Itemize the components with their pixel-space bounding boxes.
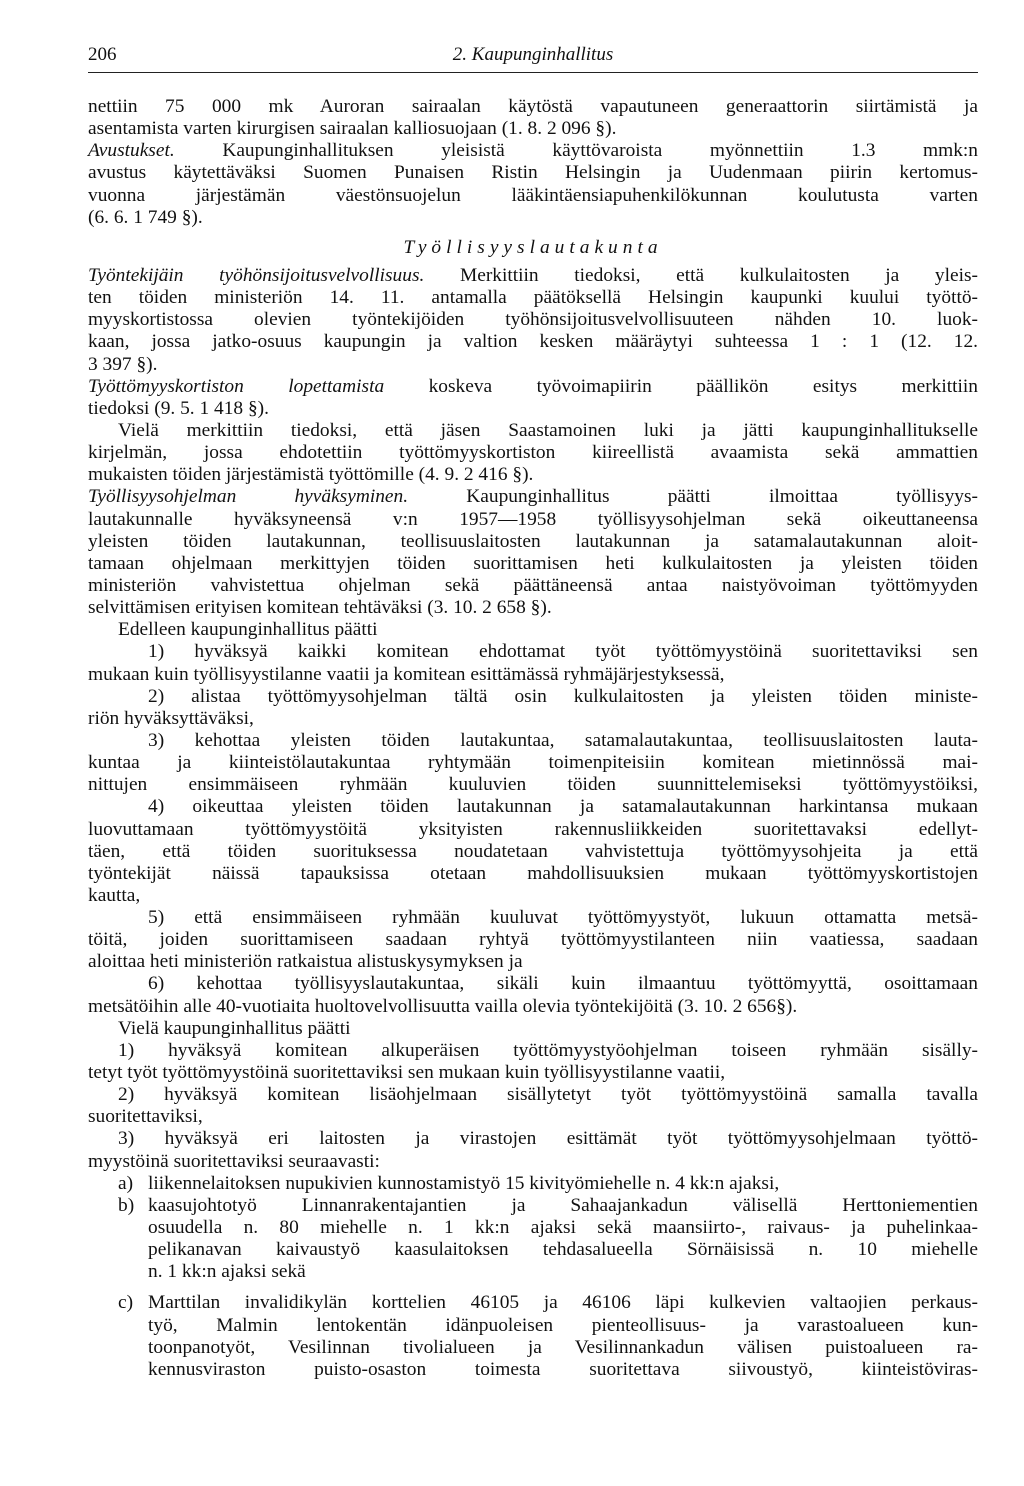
text-line bbox=[88, 531, 978, 553]
line-text: selvittämisen erityisen komitean tehtäväksi (3. 10. 2 658 §). bbox=[88, 597, 552, 619]
list-marker: a) bbox=[118, 1172, 134, 1194]
line-text: 3 397 §). bbox=[88, 353, 158, 375]
text-line bbox=[88, 929, 978, 951]
text-line bbox=[88, 863, 978, 885]
italic-lead: Työllisyysohjelman hyväksyminen. bbox=[88, 486, 409, 508]
line-text: töitä, joiden suorittamiseen saadaan ryhtyä työttömyystilanteen niin vaatiessa, saadaan bbox=[88, 929, 978, 951]
text-line bbox=[88, 1128, 978, 1150]
spacer bbox=[88, 1283, 978, 1292]
text-line bbox=[88, 265, 978, 287]
line-text: tiedoksi (9. 5. 1 418 §). bbox=[88, 397, 269, 419]
italic-lead: Työntekijäin työhönsijoitusvelvollisuus. bbox=[88, 264, 425, 286]
text-line bbox=[88, 1195, 978, 1217]
line-text: kautta, bbox=[88, 884, 141, 906]
line-text: työ, Malmin lentokentän idänpuoleisen pienteollisuus- ja varastoalueen kun- bbox=[148, 1314, 978, 1336]
line-text: myyskortistossa olevien työntekijöiden työhönsijoitusvelvollisuuteen nähden 10. luok- bbox=[88, 309, 978, 331]
line-text: 1) hyväksyä kaikki komitean ehdottamat työt työttömyystöinä suoritettaviksi sen bbox=[148, 641, 978, 663]
line-text: Kaupunginhallitus päätti ilmoittaa työllisyys- bbox=[408, 486, 978, 508]
text-line bbox=[88, 1040, 978, 1062]
line-text: toonpanotyöt, Vesilinnan tivolialueen ja Vesilinnankadun välisen puistoalueen ra- bbox=[148, 1336, 978, 1358]
line-text: (6. 6. 1 749 §). bbox=[88, 206, 203, 228]
text-line bbox=[88, 907, 978, 929]
line-text: kaan, jossa jatko-osuus kaupungin ja valtion kesken määräytyi suhteessa 1 : 1 (12. 12. bbox=[88, 331, 978, 353]
text-line bbox=[88, 509, 978, 531]
line-text: mukaisten töiden järjestämistä työttömille (4. 9. 2 416 §). bbox=[88, 464, 534, 486]
text-line bbox=[88, 118, 978, 140]
line-text: tetyt työt työttömyystöinä suoritettaviksi sen mukaan kuin työllisyystilanne vaatii, bbox=[88, 1062, 726, 1084]
text-line bbox=[88, 464, 978, 486]
line-text: 3) hyväksyä eri laitosten ja virastojen esittämät työt työttömyysohjelmaan työttö- bbox=[118, 1128, 978, 1150]
line-text: koskeva työvoimapiirin päällikön esitys merkittiin bbox=[384, 375, 978, 397]
line-text: luovuttamaan työttömyystöitä yksityisten rakennusliikkeiden suoritettavaksi edellyt- bbox=[88, 818, 978, 840]
line-text: nittujen ensimmäiseen ryhmään kuuluvien töiden suunnittelemiseksi työttömyystöiksi, bbox=[88, 774, 978, 796]
text-line bbox=[88, 309, 978, 331]
line-text: osuudella n. 80 miehelle n. 1 kk:n ajaksi sekä maansiirto-, raivaus- ja puhelinkaa- bbox=[148, 1217, 978, 1239]
line-text: kirjelmän, jossa ehdotettiin työttömyyskortiston kiireellistä avaamista sekä ammattien bbox=[88, 442, 978, 464]
line-text: liikennelaitoksen nupukivien kunnostamistyö 15 kivityömiehelle n. 4 kk:n ajaksi, bbox=[148, 1172, 780, 1194]
line-text: kaasujohtotyö Linnanrakentajantien ja Sahaajankadun välisellä Herttoniementien bbox=[148, 1194, 978, 1216]
text-line bbox=[88, 885, 978, 907]
text-line bbox=[88, 996, 978, 1018]
text-line bbox=[88, 1106, 978, 1128]
text-line bbox=[88, 331, 978, 353]
text-line bbox=[88, 752, 978, 774]
line-text: vuonna järjestämän väestönsuojelun lääkintäensiapuhenkilökunnan koulutusta varten bbox=[88, 184, 978, 206]
text-line bbox=[88, 185, 978, 207]
line-text: 5) että ensimmäiseen ryhmään kuuluvat työttömyystyöt, lukuun ottamatta metsä- bbox=[148, 907, 978, 929]
line-text: ten töiden ministeriön 14. 11. antamalla päätöksellä Helsingin kaupunki kuului työttö- bbox=[88, 287, 978, 309]
line-text: n. 1 kk:n ajaksi sekä bbox=[148, 1261, 306, 1283]
text-line bbox=[88, 354, 978, 376]
text-line bbox=[88, 140, 978, 162]
line-text: 1) hyväksyä komitean alkuperäisen työttömyystyöohjelman toiseen ryhmään sisälly- bbox=[118, 1039, 978, 1061]
text-line bbox=[88, 619, 978, 641]
line-text: kuntaa ja kiinteistölautakuntaa ryhtymään toimenpiteisiin komitean mietinnössä mai- bbox=[88, 752, 978, 774]
text-line bbox=[88, 973, 978, 995]
text-line bbox=[88, 1173, 978, 1195]
italic-lead: Työttömyyskortiston lopettamista bbox=[88, 375, 385, 397]
list-item bbox=[88, 1195, 978, 1217]
line-text: lautakunnalle hyväksyneensä v:n 1957—1958 työllisyysohjelman sekä oikeuttaneensa bbox=[88, 508, 978, 530]
line-text: suoritettaviksi, bbox=[88, 1106, 203, 1128]
text-line bbox=[88, 1239, 978, 1261]
text-line bbox=[88, 1315, 978, 1337]
section-heading: Työllisyyslautakunta bbox=[403, 236, 663, 258]
line-text: tamaan ohjelmaan merkittyjen töiden suorittamisen heti kulkulaitosten ja yleisten töiden bbox=[88, 552, 978, 574]
text-line bbox=[88, 1018, 978, 1040]
running-title: 2. Kaupunginhallitus bbox=[452, 44, 614, 65]
text-line bbox=[88, 597, 978, 619]
line-text: riön hyväksyttäväksi, bbox=[88, 707, 254, 729]
text-line bbox=[88, 207, 978, 229]
line-text: Kaupunginhallituksen yleisistä käyttövaroista myönnettiin 1.3 mmk:n bbox=[174, 140, 978, 162]
line-text: työntekijät näissä tapauksissa otetaan mahdollisuuksien mukaan työttömyyskortistojen bbox=[88, 862, 978, 884]
text-line bbox=[88, 1151, 978, 1173]
text-line bbox=[88, 398, 978, 420]
list-marker: c) bbox=[118, 1292, 134, 1314]
line-text: yleisten töiden lautakunnan, teollisuuslaitosten lautakunnan ja satamalautakunnan aloit- bbox=[88, 530, 978, 552]
text-line bbox=[88, 641, 978, 663]
line-text: 2) alistaa työttömyysohjelman tältä osin kulkulaitosten ja yleisten töiden ministe- bbox=[148, 685, 978, 707]
text-line bbox=[88, 1292, 978, 1314]
text-line bbox=[88, 1261, 978, 1283]
text-line bbox=[88, 553, 978, 575]
line-text: asentamista varten kirurgisen sairaalan kalliosuojaan (1. 8. 2 096 §). bbox=[88, 118, 617, 140]
line-text: Vielä merkittiin tiedoksi, että jäsen Saastamoinen luki ja jätti kaupunginhallitukselle bbox=[118, 419, 978, 441]
line-text: pelikanavan kaivaustyö kaasulaitoksen tehdasalueella Sörnäisissä n. 10 miehelle bbox=[148, 1239, 978, 1261]
line-text: avustus käytettäväksi Suomen Punaisen Ristin Helsingin ja Uudenmaan piirin kertomus- bbox=[88, 162, 978, 184]
text-line bbox=[88, 575, 978, 597]
line-text: kennusviraston puisto-osaston toimesta suoritettava siivoustyö, kiinteistöviras- bbox=[148, 1358, 978, 1380]
text-line bbox=[88, 664, 978, 686]
line-text: 3) kehottaa yleisten töiden lautakuntaa, satamalautakuntaa, teollisuuslaitosten lauta- bbox=[148, 729, 978, 751]
text-line bbox=[88, 287, 978, 309]
line-text: Edelleen kaupunginhallitus päätti bbox=[118, 619, 378, 641]
text-line bbox=[88, 730, 978, 752]
page-header bbox=[88, 44, 978, 73]
line-text: 4) oikeuttaa yleisten töiden lautakunnan ja satamalautakunnan harkintansa mukaan bbox=[148, 796, 978, 818]
text-line bbox=[88, 420, 978, 442]
line-text: 2) hyväksyä komitean lisäohjelmaan sisällytetyt työt työttömyystöinä samalla tavalla bbox=[118, 1084, 978, 1106]
list-item bbox=[88, 1173, 978, 1195]
body-text bbox=[88, 96, 978, 1381]
text-line bbox=[88, 486, 978, 508]
text-line bbox=[88, 1062, 978, 1084]
text-line bbox=[88, 162, 978, 184]
text-line bbox=[88, 819, 978, 841]
text-line bbox=[88, 96, 978, 118]
line-text: metsätöihin alle 40-vuotiaita huoltovelvollisuutta vailla olevia työntekijöitä (3. 10. 2 656§). bbox=[88, 995, 798, 1017]
line-text: myystöinä suoritettaviksi seuraavasti: bbox=[88, 1150, 380, 1172]
line-text: täen, että töiden suorituksessa noudatetaan vahvistettuja työttömyysohjeita ja että bbox=[88, 840, 978, 862]
text-line bbox=[88, 686, 978, 708]
text-line bbox=[88, 774, 978, 796]
list-marker: b) bbox=[118, 1194, 135, 1216]
page-number: 206 bbox=[88, 44, 117, 65]
text-line bbox=[88, 1337, 978, 1359]
text-line bbox=[88, 1217, 978, 1239]
line-text: Merkittiin tiedoksi, että kulkulaitosten ja yleis- bbox=[424, 264, 978, 286]
line-text: Marttilan invalidikylän korttelien 46105 ja 46106 läpi kulkevien valtaojien perkaus- bbox=[148, 1292, 978, 1314]
text-line bbox=[88, 708, 978, 730]
text-line bbox=[88, 841, 978, 863]
text-line bbox=[88, 376, 978, 398]
text-line bbox=[88, 442, 978, 464]
text-line bbox=[88, 1359, 978, 1381]
line-text: 6) kehottaa työllisyyslautakuntaa, sikäli kuin ilmaantuu työttömyyttä, osoittamaan bbox=[148, 973, 978, 995]
list-item bbox=[88, 1292, 978, 1314]
line-text: mukaan kuin työllisyystilanne vaatii ja komitean esittämässä ryhmäjärjestyksessä, bbox=[88, 663, 725, 685]
line-text: aloittaa heti ministeriön ratkaistua alistuskysymyksen ja bbox=[88, 951, 523, 973]
line-text: nettiin 75 000 mk Auroran sairaalan käytöstä vapautuneen generaattorin siirtämistä ja bbox=[88, 96, 978, 117]
line-text: ministeriön vahvistettua ohjelman sekä päättäneensä antaa naistyövoiman työttömyyden bbox=[88, 574, 978, 596]
text-line bbox=[88, 951, 978, 973]
text-line bbox=[88, 1084, 978, 1106]
line-text: Vielä kaupunginhallitus päätti bbox=[118, 1017, 351, 1039]
italic-lead: Avustukset. bbox=[88, 140, 175, 162]
text-line bbox=[88, 796, 978, 818]
